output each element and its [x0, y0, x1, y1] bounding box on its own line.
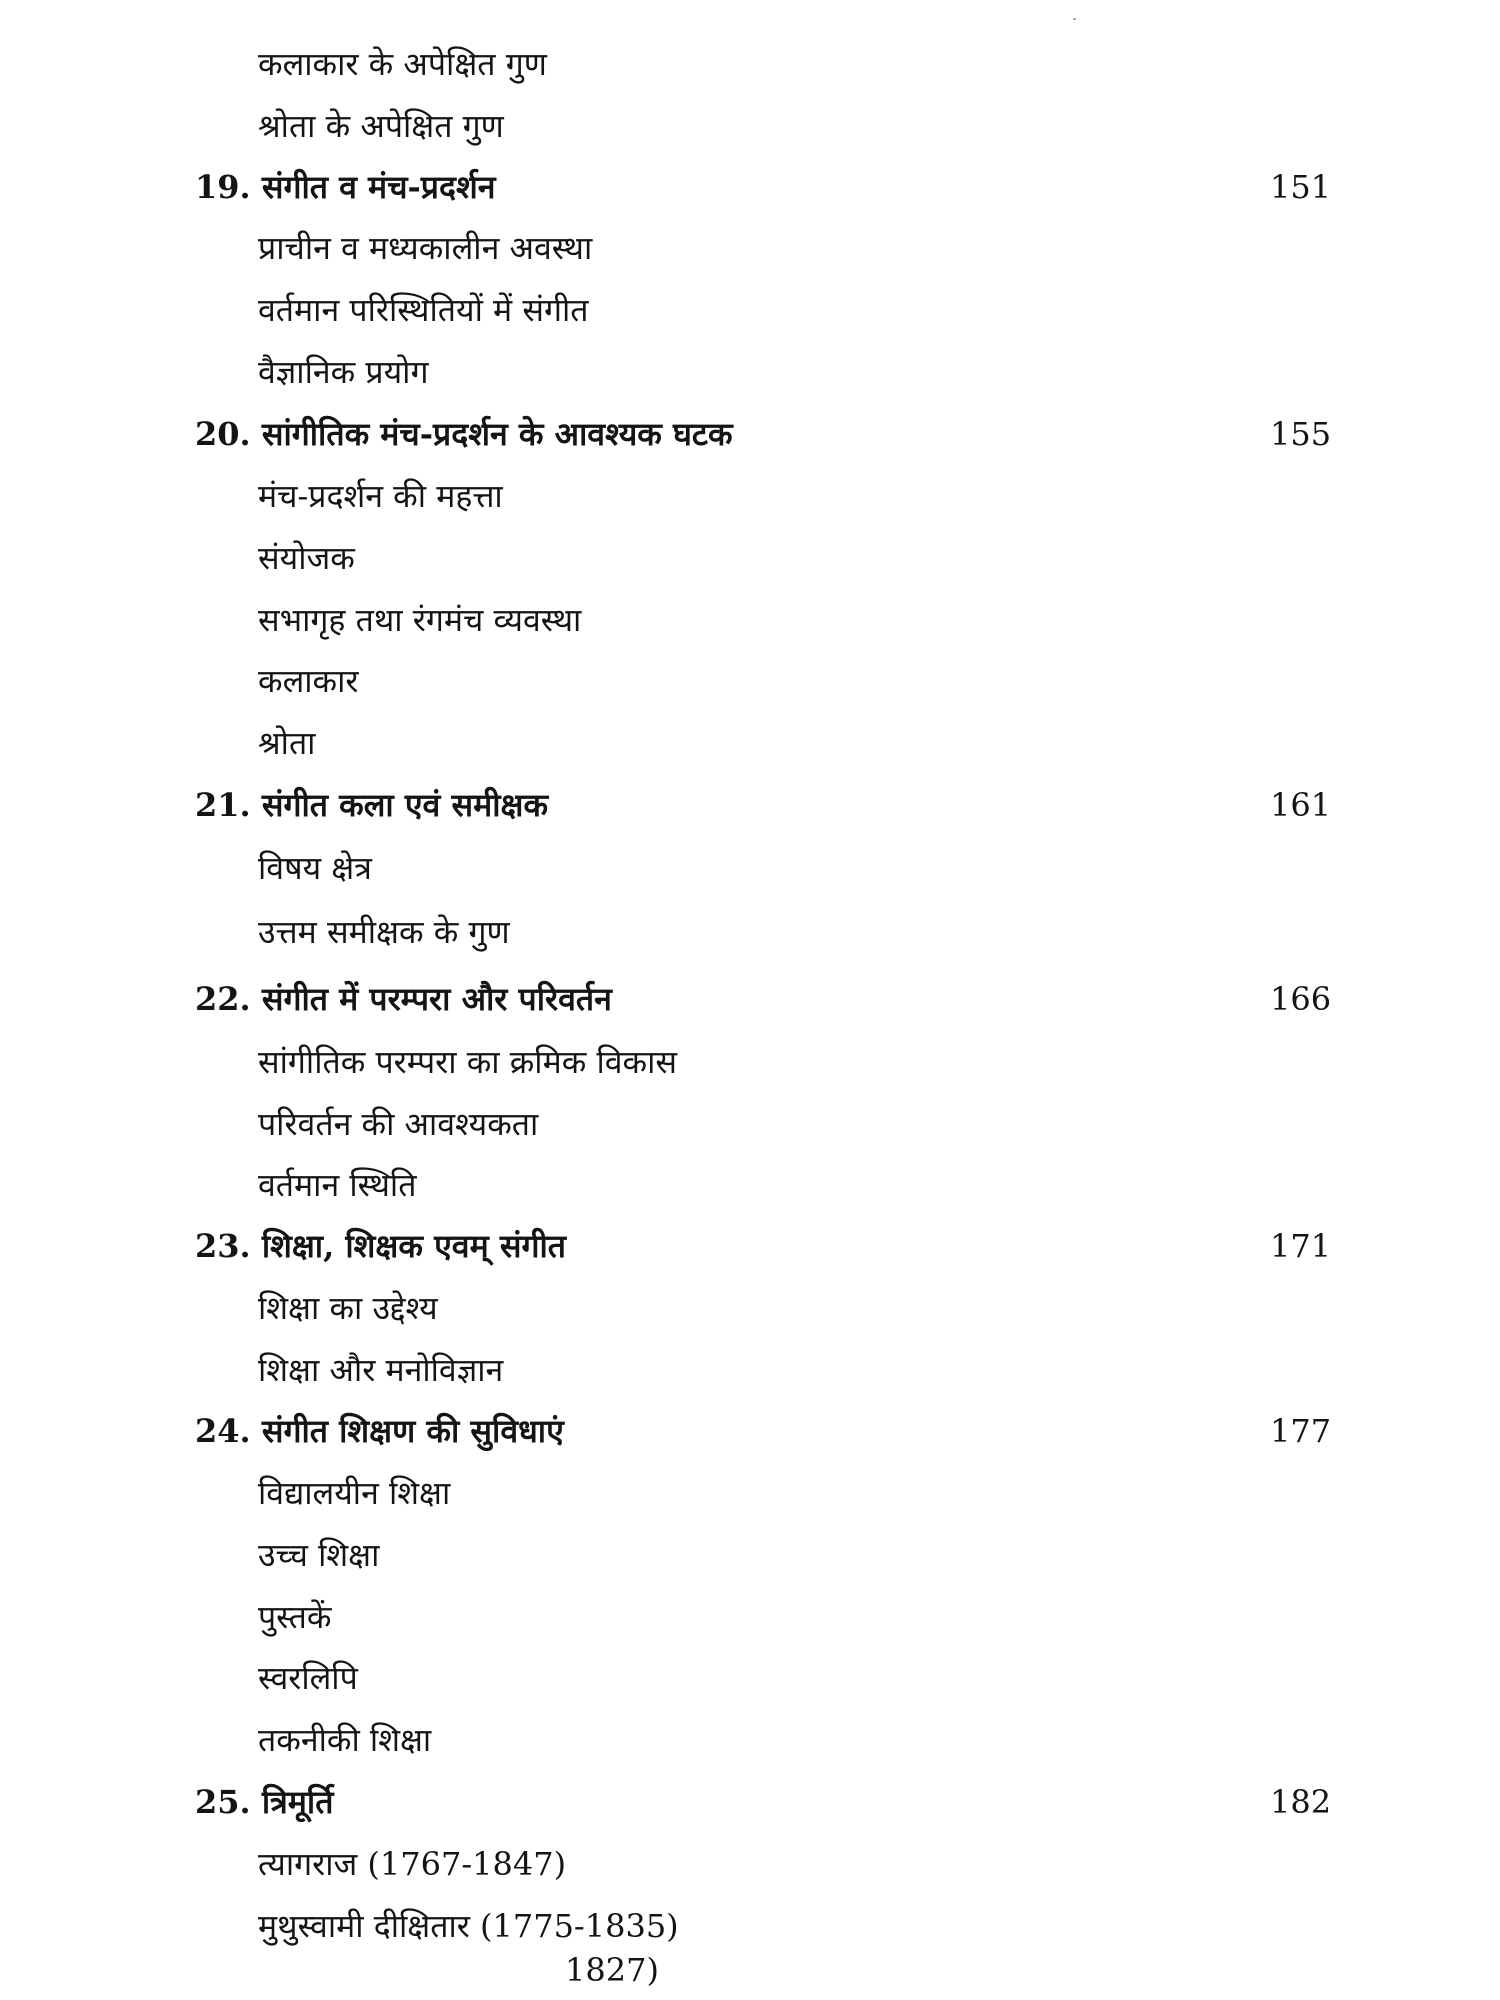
- chapter-page-number: 151: [1270, 168, 1332, 206]
- toc-chapter-row: [0, 969, 1500, 1029]
- subtopic-text: कलाकार: [258, 662, 359, 700]
- subtopic-text: प्राचीन व मध्यकालीन अवस्था: [258, 229, 593, 267]
- toc-subtopic-row: [0, 1094, 1500, 1154]
- subtopic-text: उच्च शिक्षा: [258, 1536, 380, 1574]
- chapter-page-number: 161: [1270, 786, 1332, 824]
- subtopic-text: तकनीकी शिक्षा: [258, 1721, 432, 1759]
- toc-chapter-row: [0, 1401, 1500, 1461]
- subtopic-text: पुस्तकें: [258, 1598, 332, 1636]
- subtopic-text: मंच-प्रदर्शन की महत्ता: [258, 477, 503, 515]
- toc-subtopic-row: [0, 1834, 1500, 1894]
- toc-subtopic-row: [0, 902, 1500, 962]
- toc-subtopic-row: [0, 466, 1500, 526]
- chapter-page-number: 166: [1270, 980, 1332, 1018]
- chapter-page-number: 155: [1270, 415, 1332, 453]
- scan-speck: [1073, 18, 1076, 20]
- toc-continuation-row: [0, 1940, 1500, 2000]
- subtopic-text: परिवर्तन की आवश्यकता: [258, 1105, 539, 1143]
- chapter-title: 23. शिक्षा, शिक्षक एवम् संगीत: [195, 1227, 567, 1265]
- continuation-text: 1827): [565, 1951, 659, 1989]
- subtopic-text: स्वरलिपि: [258, 1659, 358, 1697]
- toc-subtopic-row: [0, 34, 1500, 94]
- toc-subtopic-row: [0, 1525, 1500, 1585]
- toc-subtopic-row: [0, 528, 1500, 588]
- toc-chapter-row: [0, 157, 1500, 217]
- toc-subtopic-row: [0, 1587, 1500, 1647]
- chapter-title: 22. संगीत में परम्परा और परिवर्तन: [195, 980, 612, 1018]
- subtopic-text: कलाकार के अपेक्षित गुण: [258, 45, 547, 83]
- subtopic-text: सांगीतिक परम्परा का क्रमिक विकास: [258, 1043, 678, 1081]
- chapter-title: 21. संगीत कला एवं समीक्षक: [195, 786, 549, 824]
- toc-subtopic-row: [0, 218, 1500, 278]
- chapter-title: 24. संगीत शिक्षण की सुविधाएं: [195, 1412, 564, 1450]
- toc-subtopic-row: [0, 713, 1500, 773]
- subtopic-text: वर्तमान परिस्थितियों में संगीत: [258, 291, 589, 329]
- chapter-page-number: 177: [1270, 1412, 1332, 1450]
- subtopic-text: सभागृह तथा रंगमंच व्यवस्था: [258, 601, 582, 639]
- subtopic-text: मुथुस्वामी दीक्षितार (1775-1835): [258, 1907, 679, 1945]
- toc-subtopic-row: [0, 590, 1500, 650]
- subtopic-text: विद्यालयीन शिक्षा: [258, 1474, 451, 1512]
- toc-subtopic-row: [0, 342, 1500, 402]
- toc-chapter-row: [0, 1772, 1500, 1832]
- toc-subtopic-row: [0, 1463, 1500, 1523]
- toc-subtopic-row: [0, 838, 1500, 898]
- subtopic-text: वैज्ञानिक प्रयोग: [258, 353, 429, 391]
- toc-subtopic-row: [0, 1710, 1500, 1770]
- chapter-title: 19. संगीत व मंच-प्रदर्शन: [195, 168, 496, 206]
- toc-subtopic-row: [0, 651, 1500, 711]
- toc-chapter-row: [0, 1216, 1500, 1276]
- subtopic-text: श्रोता के अपेक्षित गुण: [258, 107, 504, 145]
- subtopic-text: संयोजक: [258, 539, 355, 577]
- chapter-page-number: 182: [1270, 1783, 1332, 1821]
- subtopic-text: श्रोता: [258, 724, 316, 762]
- subtopic-text: वर्तमान स्थिति: [258, 1166, 417, 1204]
- toc-chapter-row: [0, 775, 1500, 835]
- chapter-title: 20. सांगीतिक मंच-प्रदर्शन के आवश्यक घटक: [195, 415, 733, 453]
- toc-subtopic-row: [0, 280, 1500, 340]
- chapter-page-number: 171: [1270, 1227, 1332, 1265]
- subtopic-text: शिक्षा का उद्देश्य: [258, 1289, 438, 1327]
- subtopic-text: उत्तम समीक्षक के गुण: [258, 913, 510, 951]
- toc-subtopic-row: [0, 96, 1500, 156]
- toc-subtopic-row: [0, 1278, 1500, 1338]
- toc-subtopic-row: [0, 1032, 1500, 1092]
- toc-subtopic-row: [0, 1340, 1500, 1400]
- toc-subtopic-row: [0, 1155, 1500, 1215]
- subtopic-text: शिक्षा और मनोविज्ञान: [258, 1351, 504, 1389]
- toc-chapter-row: [0, 404, 1500, 464]
- toc-subtopic-row: [0, 1648, 1500, 1708]
- subtopic-text: विषय क्षेत्र: [258, 849, 372, 887]
- chapter-title: 25. त्रिमूर्ति: [195, 1783, 334, 1821]
- subtopic-text: त्यागराज (1767-1847): [258, 1845, 567, 1883]
